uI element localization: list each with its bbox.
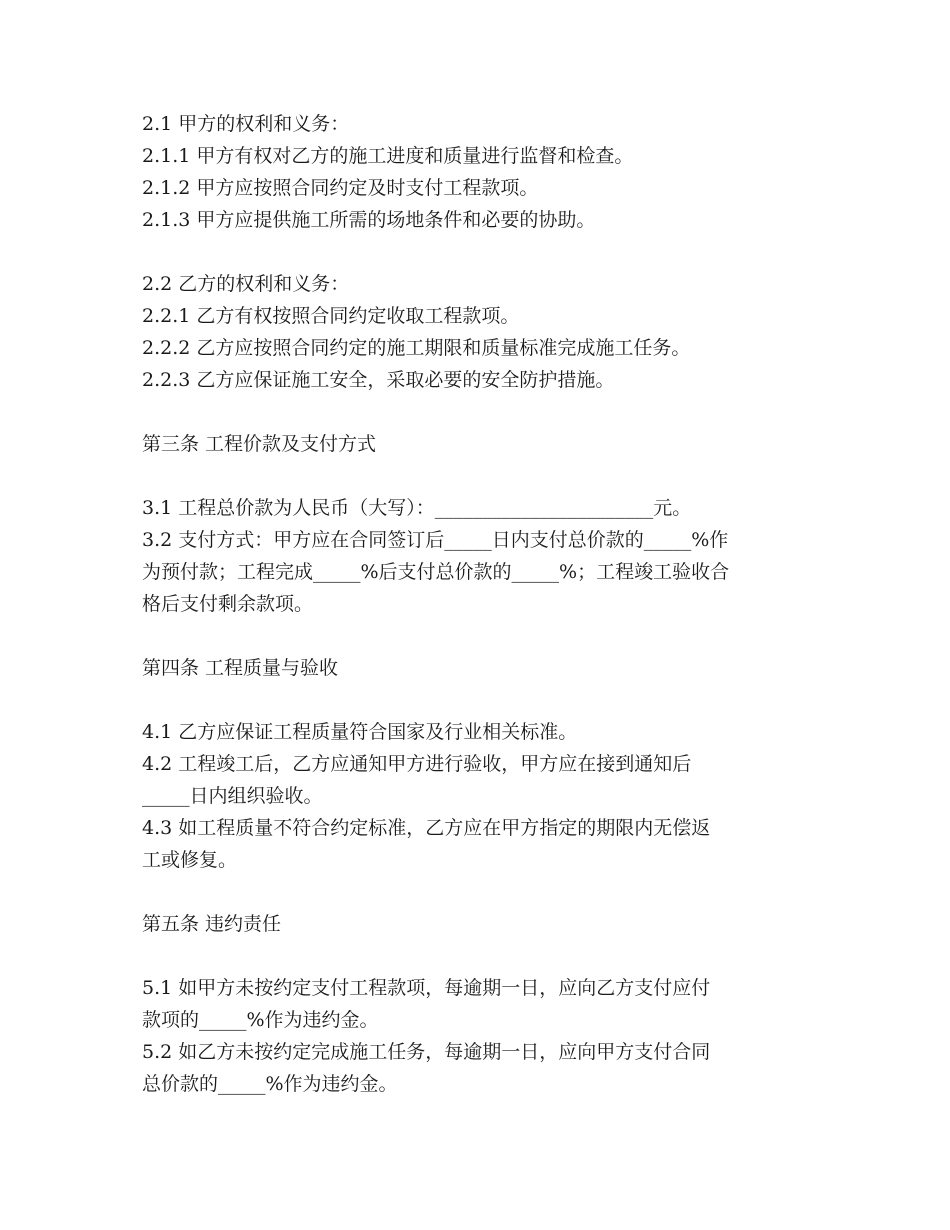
article-3-line: 为预付款；工程完成_____%后支付总价款的_____%；工程竣工验收合 bbox=[142, 561, 730, 583]
section-heading-2-2: 2.2 乙方的权利和义务： bbox=[142, 273, 350, 295]
article-4-line: 4.1 乙方应保证工程质量符合国家及行业相关标准。 bbox=[142, 721, 578, 743]
article-5-line: 5.2 如乙方未按约定完成施工任务，每逾期一日，应向甲方支付合同 bbox=[142, 1041, 711, 1063]
article-4-line: 工或修复。 bbox=[142, 849, 238, 871]
article-3-line: 格后支付剩余款项。 bbox=[142, 593, 314, 615]
clause-2-2-2: 2.2.2 乙方应按照合同约定的施工期限和质量标准完成施工任务。 bbox=[142, 337, 691, 359]
article-4-title: 第四条 工程质量与验收 bbox=[142, 657, 339, 679]
spacer bbox=[142, 396, 822, 428]
article-4-line: 4.3 如工程质量不符合约定标准，乙方应在甲方指定的期限内无偿返 bbox=[142, 817, 711, 839]
clause-2-1-1: 2.1.1 甲方有权对乙方的施工进度和质量进行监督和检查。 bbox=[142, 145, 634, 167]
article-5-line: 款项的_____%作为违约金。 bbox=[142, 1009, 379, 1031]
article-4-line: 4.2 工程竣工后，乙方应通知甲方进行验收，甲方应在接到通知后 bbox=[142, 753, 692, 775]
clause-2-1-3: 2.1.3 甲方应提供施工所需的场地条件和必要的协助。 bbox=[142, 209, 596, 231]
article-5-line: 5.1 如甲方未按约定支付工程款项，每逾期一日，应向乙方支付应付 bbox=[142, 977, 711, 999]
spacer bbox=[142, 460, 822, 492]
clause-2-2-1: 2.2.1 乙方有权按照合同约定收取工程款项。 bbox=[142, 305, 520, 327]
section-heading-2-1: 2.1 甲方的权利和义务： bbox=[142, 113, 350, 135]
clause-2-1-2: 2.1.2 甲方应按照合同约定及时支付工程款项。 bbox=[142, 177, 539, 199]
article-3-line: 3.2 支付方式：甲方应在合同签订后_____日内支付总价款的_____%作 bbox=[142, 529, 729, 551]
spacer bbox=[142, 236, 822, 268]
article-5-line: 总价款的_____%作为违约金。 bbox=[142, 1073, 398, 1095]
spacer bbox=[142, 940, 822, 972]
article-3-line: 3.1 工程总价款为人民币（大写）：_______________________元。 bbox=[142, 497, 692, 519]
article-4-line: _____日内组织验收。 bbox=[142, 785, 323, 807]
spacer bbox=[142, 876, 822, 908]
article-5-title: 第五条 违约责任 bbox=[142, 913, 282, 935]
spacer bbox=[142, 620, 822, 652]
clause-2-2-3: 2.2.3 乙方应保证施工安全，采取必要的安全防护措施。 bbox=[142, 369, 615, 391]
article-3-title: 第三条 工程价款及支付方式 bbox=[142, 433, 377, 455]
contract-page bbox=[142, 108, 822, 1100]
spacer bbox=[142, 684, 822, 716]
